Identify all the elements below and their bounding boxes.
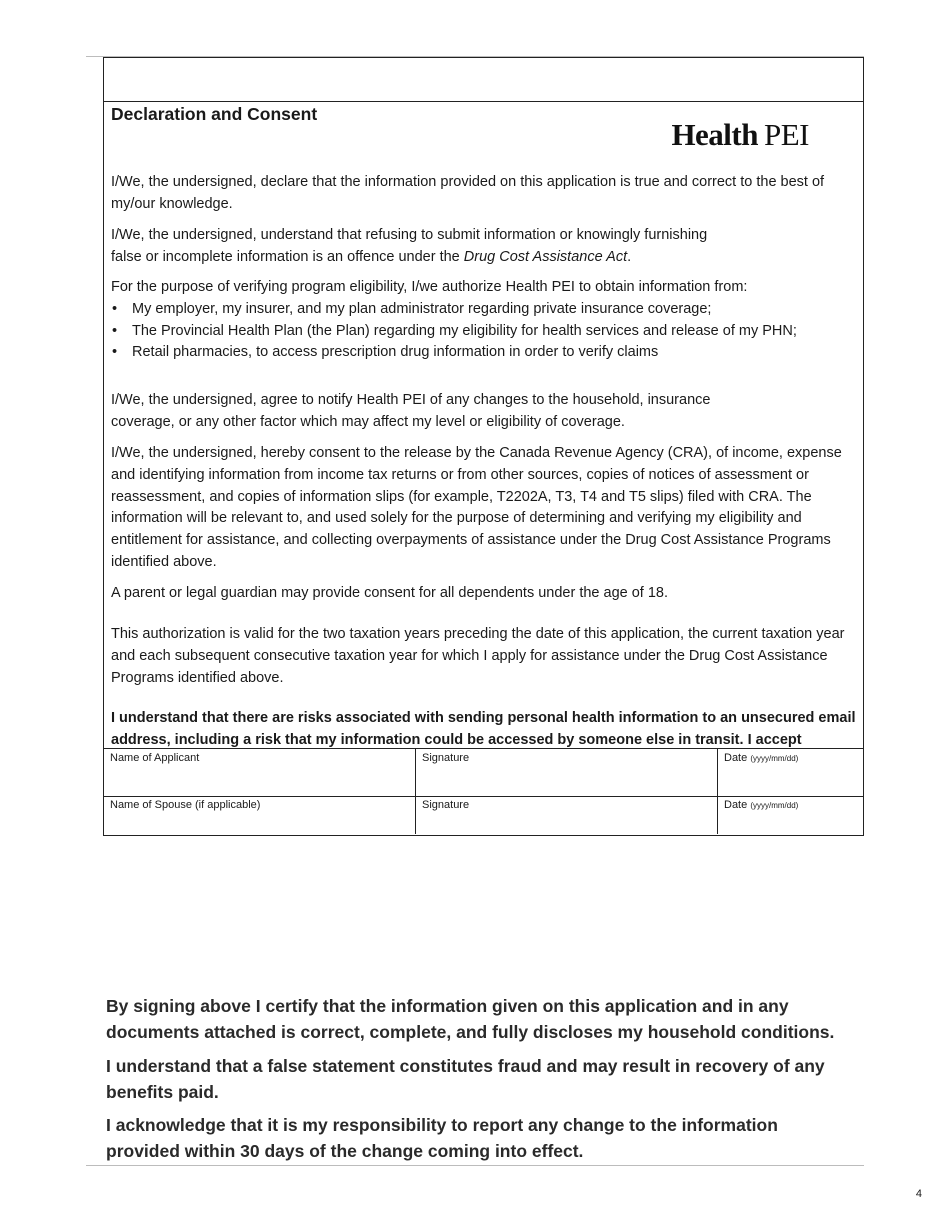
date-format: (yyyy/mm/dd)	[750, 801, 799, 810]
list-item: • My employer, my insurer, and my plan administrator regarding private insurance coverage;	[111, 299, 851, 321]
list-item: • The Provincial Health Plan (the Plan) regarding my eligibility for health services and release of my PHN;	[111, 321, 851, 343]
section-heading: Declaration and Consent	[111, 104, 318, 124]
declaration-section	[103, 101, 864, 749]
field-label: Date	[724, 752, 748, 764]
spouse-date-field[interactable]	[718, 796, 863, 834]
page-number: 4	[915, 1188, 922, 1200]
para-cra-consent: I/We, the undersigned, hereby consent to the release by the Canada Revenue Agency (CRA), of income, expense and identifying information from income tax returns or from other sources, copies of notices of assessment or reassessment, and copies of information slips (for example, T2202A, T3, T4 and T5 slips) filed with CRA. The information will be relevant to, and used solely for the purpose of determining and verifying my eligibility and entitlement for assistance, and collecting overpayments of assistance under the Drug Cost Assistance Programs identified above.	[111, 445, 842, 570]
applicant-row	[104, 749, 863, 797]
para-email-risk: I understand that there are risks associated with sending personal health information to an unsecured email address, including a risk that my information could be accessed by someone else in transit. I accept	[111, 710, 856, 748]
bottom-rule	[86, 1165, 864, 1166]
para-offence-end: .	[627, 248, 632, 265]
list-item: • Retail pharmacies, to access prescription drug information in order to verify claims	[111, 342, 851, 364]
para-declaration: I/We, the undersigned, declare that the information provided on this application is true and correct to the best of my/our knowledge.	[111, 174, 825, 212]
spouse-name-field[interactable]	[104, 796, 416, 834]
para-guardian: A parent or legal guardian may provide consent for all dependents under the age of 18.	[111, 585, 669, 601]
act-name: Drug Cost Assistance Act	[463, 248, 628, 265]
field-label: Name of Spouse (if applicable)	[110, 799, 261, 811]
field-label: Signature	[422, 752, 470, 764]
spouse-signature-field[interactable]	[416, 796, 718, 834]
field-label: Name of Applicant	[110, 752, 200, 764]
certify-statement: By signing above I certify that the information given on this application and in any documents attached is correct, complete, and fully discloses my household conditions.	[106, 996, 835, 1042]
authorize-intro: For the purpose of verifying program eligibility, I/we authorize Health PEI to obtain information from:	[111, 279, 748, 295]
field-label: Date	[724, 799, 748, 811]
field-label: Signature	[422, 799, 470, 811]
spouse-row	[104, 796, 863, 834]
signature-table	[103, 748, 864, 836]
applicant-signature-field[interactable]	[416, 749, 718, 796]
para-offence-text: I/We, the undersigned, understand that refusing to submit information or knowingly furnishing false or incomplete information is an offence under the	[111, 227, 708, 265]
para-authorize	[111, 277, 851, 364]
para-validity: This authorization is valid for the two taxation years preceding the date of this application, the current taxation year and each subsequent consecutive taxation year for which I apply for assistance under the Drug Cost Assistance Programs identified above.	[111, 626, 845, 686]
report-change-statement: I acknowledge that it is my responsibility to report any change to the information provided within 30 days of the change coming into effect.	[106, 1115, 778, 1161]
logo-bold: Health	[671, 117, 758, 152]
applicant-name-field[interactable]	[104, 749, 416, 796]
date-format: (yyyy/mm/dd)	[750, 754, 799, 763]
fraud-statement: I understand that a false statement constitutes fraud and may result in recovery of any benefits paid.	[106, 1056, 825, 1102]
empty-header-cell	[103, 57, 864, 102]
logo-regular: PEI	[764, 117, 809, 152]
para-notify: I/We, the undersigned, agree to notify Health PEI of any changes to the household, insurance coverage, or any other factor which may affect my level or eligibility of coverage.	[111, 392, 711, 430]
authorize-list	[111, 299, 851, 364]
para-offence	[111, 225, 711, 269]
applicant-date-field[interactable]	[718, 749, 863, 796]
health-pei-logo	[671, 117, 809, 153]
